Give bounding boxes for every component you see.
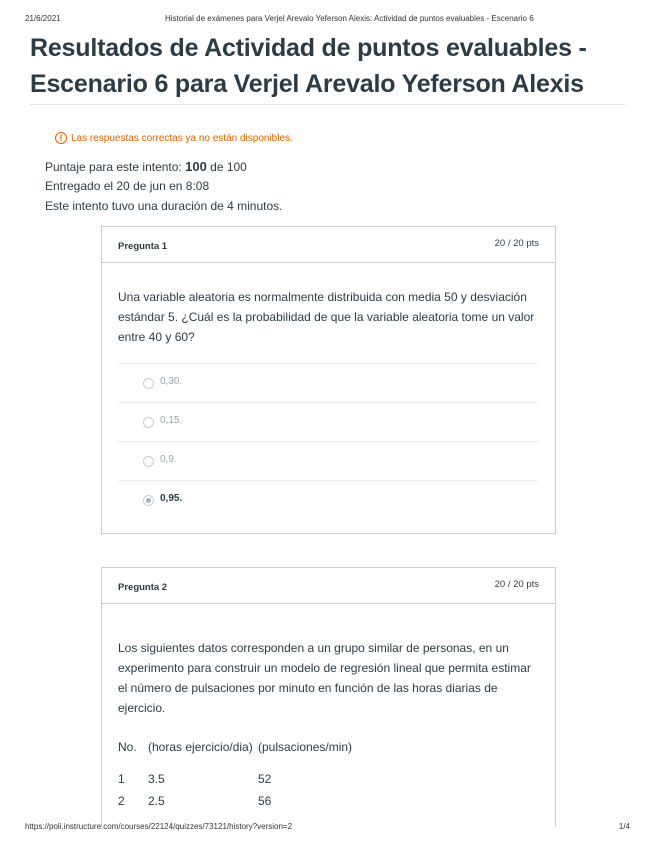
answer-option[interactable] — [118, 402, 538, 441]
question-header — [102, 227, 555, 263]
answer-option[interactable] — [118, 441, 538, 480]
table-cell: 3.5 — [148, 772, 165, 786]
attempt-duration: Este intento tuvo una duración de 4 minutos. — [45, 199, 283, 213]
table-cell: 2.5 — [148, 794, 165, 808]
attempt-submitted: Entregado el 20 de jun en 8:08 — [45, 179, 210, 193]
data-table — [118, 726, 408, 812]
answers-unavailable-notice — [55, 132, 293, 144]
print-date: 21/6/2021 — [25, 14, 61, 23]
print-header — [25, 14, 630, 26]
question-name: Pregunta 2 — [118, 582, 168, 593]
radio-button[interactable] — [143, 378, 154, 389]
question-name: Pregunta 1 — [118, 241, 168, 252]
table-cell: 52 — [258, 772, 272, 786]
notice-text: Las respuestas correctas ya no están disponibles. — [71, 132, 293, 144]
question-points: 20 / 20 pts — [494, 238, 539, 249]
page-title: Resultados de Actividad de puntos evaluables - Escenario 6 para Verjel Arevalo Yeferson Alexis — [30, 34, 587, 98]
question-points: 20 / 20 pts — [494, 579, 539, 590]
score-value: 100 — [185, 159, 207, 174]
print-page-number: 1/4 — [618, 822, 630, 831]
table-header: No. — [118, 740, 137, 754]
table-cell: 56 — [258, 794, 272, 808]
answer-label: 0,95. — [160, 493, 183, 504]
table-header: (horas ejercicio/dia) — [148, 740, 253, 754]
score-prefix: Puntaje para este intento: — [45, 160, 182, 174]
radio-button[interactable] — [143, 417, 154, 428]
question-2-card — [101, 567, 556, 827]
question-1-card — [101, 226, 556, 534]
table-row — [118, 768, 408, 790]
table-cell: 2 — [118, 794, 125, 808]
answer-label: 0,15. — [160, 415, 183, 426]
answer-label: 0,9. — [160, 454, 177, 465]
answer-label: 0,30. — [160, 376, 183, 387]
table-cell: 1 — [118, 772, 125, 786]
table-header-row — [118, 726, 408, 768]
print-footer — [25, 822, 630, 834]
print-doc-title: Historial de exámenes para Verjel Arevalo Yeferson Alexis: Actividad de puntos evaluables - Escenario 6 — [165, 14, 534, 23]
table-header: (pulsaciones/min) — [258, 740, 353, 754]
answer-option-selected[interactable] — [118, 480, 538, 519]
answer-list — [118, 363, 538, 519]
print-url: https://poli.instructure.com/courses/22124/quizzes/73121/history?version=2 — [25, 822, 293, 831]
title-divider — [30, 104, 625, 105]
attempt-score — [45, 159, 247, 174]
radio-button-selected[interactable] — [143, 495, 154, 506]
question-header — [102, 568, 555, 604]
question-text: Los siguientes datos corresponden a un grupo similar de personas, en un experimento para construir un modelo de regresión lineal que permita estimar el número de pulsaciones por minuto en función de las horas diarias de ejercicio. — [118, 641, 531, 715]
table-row — [118, 790, 408, 812]
score-suffix: de 100 — [210, 160, 247, 174]
warning-icon: ! — [55, 132, 67, 144]
radio-button[interactable] — [143, 456, 154, 467]
answer-option[interactable] — [118, 363, 538, 402]
question-text: Una variable aleatoria es normalmente distribuida con media 50 y desviación estándar 5. ¿Cuál es la probabilidad de que la variable aleatoria tome un valor entre 40 y 60? — [118, 290, 535, 344]
